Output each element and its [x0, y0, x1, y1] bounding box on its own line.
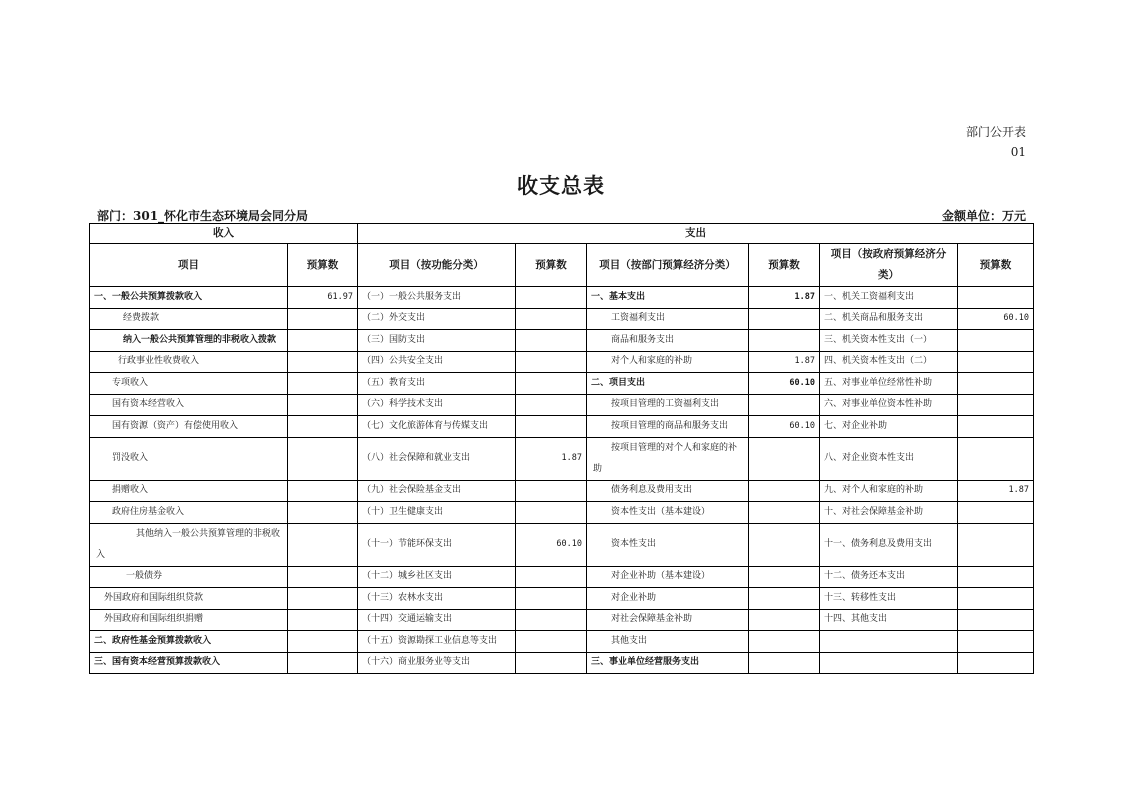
table-code-label: 部门公开表 — [965, 125, 1026, 139]
dept-item: 债务利息及费用支出 — [587, 480, 749, 502]
header-func-amount: 预算数 — [516, 244, 587, 287]
func-item: （五）教育支出 — [358, 373, 516, 395]
gov-item: 二、机关商品和服务支出 — [820, 308, 958, 330]
dept-item: 其他支出 — [587, 631, 749, 653]
dept-item: 按项目管理的对个人和家庭的补助 — [587, 437, 749, 480]
func-amount — [516, 351, 587, 373]
income-item: 经费拨款 — [90, 308, 288, 330]
income-item: 专项收入 — [90, 373, 288, 395]
table-row — [90, 416, 1034, 438]
gov-amount: 60.10 — [958, 308, 1034, 330]
gov-amount — [958, 351, 1034, 373]
income-item: 国有资源（资产）有偿使用收入 — [90, 416, 288, 438]
income-item: 捐赠收入 — [90, 480, 288, 502]
func-amount — [516, 480, 587, 502]
func-item: （十二）城乡社区支出 — [358, 566, 516, 588]
income-item: 外国政府和国际组织捐赠 — [90, 609, 288, 631]
header-dept-item: 项目（按部门预算经济分类） — [587, 244, 749, 287]
func-item: （二）外交支出 — [358, 308, 516, 330]
dept-amount — [749, 437, 820, 480]
income-amount — [288, 480, 358, 502]
func-amount — [516, 652, 587, 674]
income-amount — [288, 566, 358, 588]
dept-item: 对企业补助（基本建设） — [587, 566, 749, 588]
income-amount — [288, 609, 358, 631]
func-item: （十）卫生健康支出 — [358, 502, 516, 524]
header-gov-item: 项目（按政府预算经济分类） — [820, 244, 958, 287]
table-row — [90, 351, 1034, 373]
func-amount — [516, 609, 587, 631]
income-item: 外国政府和国际组织贷款 — [90, 588, 288, 610]
dept-amount — [749, 308, 820, 330]
func-amount — [516, 287, 587, 309]
income-item: 纳入一般公共预算管理的非税收入拨款 — [90, 330, 288, 352]
income-item: 其他纳入一般公共预算管理的非税收入 — [90, 523, 288, 566]
amount-unit-label: 金额单位：万元 — [941, 209, 1026, 223]
func-amount — [516, 416, 587, 438]
gov-item: 五、对事业单位经常性补助 — [820, 373, 958, 395]
gov-amount — [958, 416, 1034, 438]
gov-amount — [958, 373, 1034, 395]
func-item: （六）科学技术支出 — [358, 394, 516, 416]
gov-item: 十四、其他支出 — [820, 609, 958, 631]
income-item: 行政事业性收费收入 — [90, 351, 288, 373]
dept-amount — [749, 394, 820, 416]
header-income-amount: 预算数 — [288, 244, 358, 287]
func-amount — [516, 308, 587, 330]
dept-amount: 1.87 — [749, 287, 820, 309]
gov-amount — [958, 287, 1034, 309]
income-amount — [288, 373, 358, 395]
group-header-row — [90, 224, 1034, 244]
func-item: （一）一般公共服务支出 — [358, 287, 516, 309]
dept-item: 对社会保障基金补助 — [587, 609, 749, 631]
table-row — [90, 609, 1034, 631]
gov-item — [820, 631, 958, 653]
func-item: （七）文化旅游体育与传媒支出 — [358, 416, 516, 438]
func-amount — [516, 502, 587, 524]
func-amount — [516, 631, 587, 653]
dept-amount — [749, 652, 820, 674]
table-row — [90, 437, 1034, 480]
dept-amount — [749, 480, 820, 502]
gov-item: 十一、债务利息及费用支出 — [820, 523, 958, 566]
dept-amount — [749, 523, 820, 566]
dept-amount: 60.10 — [749, 416, 820, 438]
income-item: 国有资本经营收入 — [90, 394, 288, 416]
func-item: （十四）交通运输支出 — [358, 609, 516, 631]
header-dept-amount: 预算数 — [749, 244, 820, 287]
func-amount — [516, 588, 587, 610]
gov-amount — [958, 631, 1034, 653]
func-item: （九）社会保险基金支出 — [358, 480, 516, 502]
dept-item: 资本性支出 — [587, 523, 749, 566]
income-amount — [288, 652, 358, 674]
func-amount: 60.10 — [516, 523, 587, 566]
table-row — [90, 480, 1034, 502]
dept-item: 二、项目支出 — [587, 373, 749, 395]
table-row — [90, 566, 1034, 588]
gov-amount — [958, 330, 1034, 352]
dept-amount: 60.10 — [749, 373, 820, 395]
gov-amount — [958, 523, 1034, 566]
table-row — [90, 287, 1034, 309]
table-row — [90, 373, 1034, 395]
income-item: 一般债券 — [90, 566, 288, 588]
page-title: 收支总表 — [517, 173, 605, 198]
table-row — [90, 588, 1034, 610]
budget-summary-table — [89, 223, 1034, 674]
income-amount — [288, 631, 358, 653]
gov-item: 三、机关资本性支出（一） — [820, 330, 958, 352]
gov-item: 十三、转移性支出 — [820, 588, 958, 610]
func-amount — [516, 566, 587, 588]
income-amount — [288, 502, 358, 524]
gov-amount — [958, 394, 1034, 416]
func-item: （十三）农林水支出 — [358, 588, 516, 610]
income-amount — [288, 394, 358, 416]
table-row — [90, 631, 1034, 653]
func-item: （三）国防支出 — [358, 330, 516, 352]
gov-amount: 1.87 — [958, 480, 1034, 502]
dept-amount — [749, 330, 820, 352]
table-row — [90, 308, 1034, 330]
gov-item: 六、对事业单位资本性补助 — [820, 394, 958, 416]
gov-amount — [958, 609, 1034, 631]
dept-item: 对企业补助 — [587, 588, 749, 610]
dept-amount: 1.87 — [749, 351, 820, 373]
dept-item: 三、事业单位经营服务支出 — [587, 652, 749, 674]
func-amount — [516, 394, 587, 416]
func-item: （十一）节能环保支出 — [358, 523, 516, 566]
income-amount — [288, 588, 358, 610]
table-row — [90, 652, 1034, 674]
dept-amount — [749, 631, 820, 653]
table-row — [90, 330, 1034, 352]
dept-item: 资本性支出（基本建设） — [587, 502, 749, 524]
func-item: （四）公共安全支出 — [358, 351, 516, 373]
header-func-item: 项目（按功能分类） — [358, 244, 516, 287]
gov-item: 八、对企业资本性支出 — [820, 437, 958, 480]
func-amount: 1.87 — [516, 437, 587, 480]
table-code-number: 01 — [1010, 145, 1026, 159]
dept-item: 按项目管理的工资福利支出 — [587, 394, 749, 416]
dept-amount — [749, 502, 820, 524]
expense-group-header: 支出 — [358, 224, 1034, 244]
income-group-header: 收入 — [90, 224, 358, 244]
header-income-item: 项目 — [90, 244, 288, 287]
income-item: 罚没收入 — [90, 437, 288, 480]
income-amount — [288, 308, 358, 330]
gov-item: 四、机关资本性支出（二） — [820, 351, 958, 373]
dept-amount — [749, 566, 820, 588]
gov-amount — [958, 502, 1034, 524]
income-item: 政府住房基金收入 — [90, 502, 288, 524]
dept-item: 按项目管理的商品和服务支出 — [587, 416, 749, 438]
income-amount — [288, 437, 358, 480]
dept-item: 商品和服务支出 — [587, 330, 749, 352]
gov-item — [820, 652, 958, 674]
header-gov-amount: 预算数 — [958, 244, 1034, 287]
income-item: 三、国有资本经营预算拨款收入 — [90, 652, 288, 674]
func-item: （十六）商业服务业等支出 — [358, 652, 516, 674]
table-row — [90, 502, 1034, 524]
dept-amount — [749, 609, 820, 631]
dept-item: 对个人和家庭的补助 — [587, 351, 749, 373]
department-label: 部门：301_怀化市生态环境局会同分局 — [97, 209, 309, 223]
column-header-row — [90, 244, 1034, 287]
func-item: （十五）资源勘探工业信息等支出 — [358, 631, 516, 653]
income-item: 一、一般公共预算拨款收入 — [90, 287, 288, 309]
gov-item: 七、对企业补助 — [820, 416, 958, 438]
income-amount — [288, 416, 358, 438]
income-amount — [288, 330, 358, 352]
gov-amount — [958, 652, 1034, 674]
gov-amount — [958, 566, 1034, 588]
table-row — [90, 394, 1034, 416]
income-amount: 61.97 — [288, 287, 358, 309]
dept-item: 工资福利支出 — [587, 308, 749, 330]
gov-item: 十、对社会保障基金补助 — [820, 502, 958, 524]
gov-item: 十二、债务还本支出 — [820, 566, 958, 588]
func-amount — [516, 373, 587, 395]
income-amount — [288, 523, 358, 566]
func-item: （八）社会保障和就业支出 — [358, 437, 516, 480]
func-amount — [516, 330, 587, 352]
table-row — [90, 523, 1034, 566]
gov-item: 九、对个人和家庭的补助 — [820, 480, 958, 502]
gov-item: 一、机关工资福利支出 — [820, 287, 958, 309]
dept-item: 一、基本支出 — [587, 287, 749, 309]
gov-amount — [958, 437, 1034, 480]
income-amount — [288, 351, 358, 373]
dept-amount — [749, 588, 820, 610]
gov-amount — [958, 588, 1034, 610]
income-item: 二、政府性基金预算拨款收入 — [90, 631, 288, 653]
